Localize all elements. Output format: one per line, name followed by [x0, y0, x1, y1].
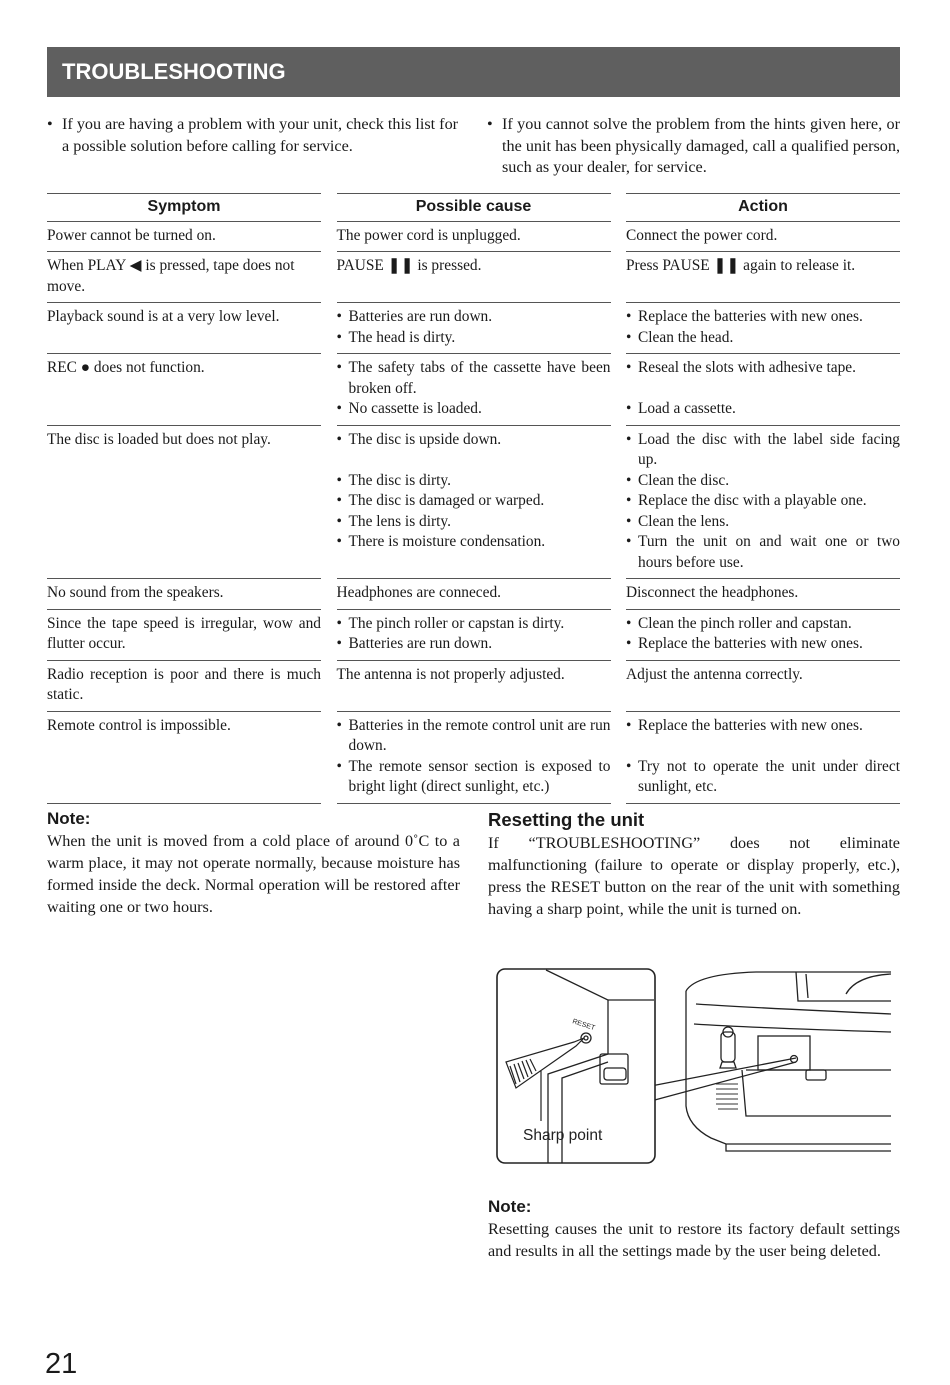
symptom-text: When PLAY ◀ is pressed, tape does not move. [47, 257, 295, 295]
note-right [488, 1196, 900, 1262]
cause-cell [337, 578, 611, 609]
intro-left [47, 114, 461, 157]
table-row [47, 578, 900, 609]
action-item: • Replace the batteries with new ones. [626, 634, 900, 655]
reset-heading: Resetting the unit [488, 809, 645, 830]
cause-item: • The pinch roller or capstan is dirty. [337, 614, 611, 635]
action-text: Press PAUSE ❚❚ again to release it. [626, 257, 856, 274]
cause-cell [337, 302, 611, 353]
symptom-cell [47, 660, 321, 711]
cause-cell [337, 251, 611, 302]
symptom-text: Power cannot be turned on. [47, 226, 216, 244]
symptom-text: No sound from the speakers. [47, 584, 224, 601]
cause-item: • The disc is dirty. [337, 471, 611, 492]
action-item: • Clean the pinch roller and capstan. [626, 614, 900, 635]
section-title: TROUBLESHOOTING [47, 47, 900, 97]
cause-item: • There is moisture condensation. [337, 532, 611, 553]
unit-body [686, 972, 891, 1151]
intro-right-text: • If you cannot solve the problem from the hints given here, or the unit has been physically damaged, call a qualified person, such as your dealer, for service. [487, 114, 900, 179]
spacer [626, 736, 900, 757]
table-row [47, 711, 900, 804]
reset-label: RESET [571, 1018, 596, 1033]
action-text: Adjust the antenna correctly. [626, 665, 803, 683]
table-row [47, 353, 900, 425]
cause-item: • Batteries are run down. [337, 307, 611, 328]
cause-cell [337, 353, 611, 425]
cause-cell [337, 221, 611, 252]
table-row [47, 425, 900, 579]
action-item: • Try not to operate the unit under direct sunlight, etc. [626, 757, 900, 798]
table-row [47, 660, 900, 711]
symptom-cell [47, 251, 321, 302]
symptom-cell [47, 221, 321, 252]
table-row [47, 251, 900, 302]
symptom-cell [47, 711, 321, 804]
action-item: • Turn the unit on and wait one or two hours before use. [626, 532, 900, 573]
spacer [337, 450, 611, 471]
action-item: • Clean the disc. [626, 471, 900, 492]
symptom-cell [47, 302, 321, 353]
table-row [47, 221, 900, 252]
intro-left-text: • If you are having a problem with your unit, check this list for a possible solution before calling for service. [47, 114, 461, 157]
symptom-cell [47, 578, 321, 609]
action-item: • Replace the batteries with new ones. [626, 716, 900, 737]
cause-text: The power cord is unplugged. [336, 226, 521, 244]
action-item: • Replace the disc with a playable one. [626, 491, 900, 512]
intro-right [487, 114, 900, 179]
note-left [47, 808, 460, 918]
cause-item: • The lens is dirty. [337, 512, 611, 533]
header-symptom: Symptom [47, 193, 321, 221]
reset-section [488, 808, 900, 920]
page-number: 21 [45, 1348, 78, 1380]
note-left-heading: Note: [47, 809, 91, 828]
symptom-text: Remote control is impossible. [47, 716, 231, 734]
cause-cell [337, 711, 611, 804]
symptom-text: Playback sound is at a very low level. [47, 308, 280, 325]
cause-item: • The remote sensor section is exposed to bright light (direct sunlight, etc.) [337, 757, 611, 798]
symptom-text: The disc is loaded but does not play. [47, 430, 271, 448]
action-cell [626, 302, 900, 353]
cause-text: PAUSE ❚❚ is pressed. [336, 257, 482, 274]
cause-cell [337, 425, 611, 579]
troubleshooting-table [47, 193, 900, 804]
cause-item: • The disc is damaged or warped. [337, 491, 611, 512]
table-row [47, 302, 900, 353]
cause-item: • The head is dirty. [337, 328, 611, 349]
symptom-cell [47, 353, 321, 425]
cause-item: • Batteries are run down. [337, 634, 611, 655]
action-text: Disconnect the headphones. [626, 584, 799, 601]
symptom-cell [47, 425, 321, 579]
reset-illustration [496, 966, 896, 1166]
reset-diagram-svg [496, 966, 896, 1166]
cause-item: • The safety tabs of the cassette have been broken off. [337, 358, 611, 399]
symptom-cell [47, 609, 321, 660]
note-left-text: When the unit is moved from a cold place of around 0˚C to a warm place, it may not operate normally, because moisture has formed inside the deck. Normal operation will be restored after waiting one or two hours. [47, 832, 460, 916]
cause-item: • The disc is upside down. [337, 430, 611, 451]
action-cell [626, 353, 900, 425]
cause-cell [337, 609, 611, 660]
action-cell [626, 251, 900, 302]
action-item: • Clean the head. [626, 328, 900, 349]
reset-text: If “TROUBLESHOOTING” does not eliminate malfunctioning (failure to operate or display properly, etc.), press the RESET button on the rear of the unit with something having a sharp point, while the unit is turned on. [488, 834, 900, 918]
cause-item: • No cassette is loaded. [337, 399, 611, 420]
cause-item: • Batteries in the remote control unit are run down. [337, 716, 611, 757]
header-action: Action [626, 193, 900, 221]
action-item: • Replace the batteries with new ones. [626, 307, 900, 328]
vent-grille [716, 1084, 738, 1109]
cause-text: The antenna is not properly adjusted. [336, 665, 565, 683]
header-cause: Possible cause [337, 193, 611, 221]
action-item: • Load a cassette. [626, 399, 900, 420]
action-cell [626, 425, 900, 579]
table-header [47, 193, 900, 221]
action-item: • Reseal the slots with adhesive tape. [626, 358, 900, 379]
cause-cell [337, 660, 611, 711]
action-cell [626, 221, 900, 252]
symptom-text: REC ● does not function. [47, 359, 205, 376]
action-cell [626, 609, 900, 660]
cause-text: Headphones are conneced. [336, 584, 502, 601]
table-row [47, 609, 900, 660]
symptom-text: Since the tape speed is irregular, wow and flutter occur. [47, 614, 321, 652]
note-right-heading: Note: [488, 1197, 532, 1216]
spacer [626, 379, 900, 400]
action-cell [626, 711, 900, 804]
note-right-text: Resetting causes the unit to restore its factory default settings and results in all the settings made by the user being deleted. [488, 1220, 900, 1260]
action-cell [626, 660, 900, 711]
symptom-text: Radio reception is poor and there is much static. [47, 665, 321, 703]
action-text: Connect the power cord. [626, 226, 778, 244]
action-item: • Clean the lens. [626, 512, 900, 533]
sharp-point-label: Sharp point [523, 1127, 603, 1144]
action-cell [626, 578, 900, 609]
action-item: • Load the disc with the label side facing up. [626, 430, 900, 471]
